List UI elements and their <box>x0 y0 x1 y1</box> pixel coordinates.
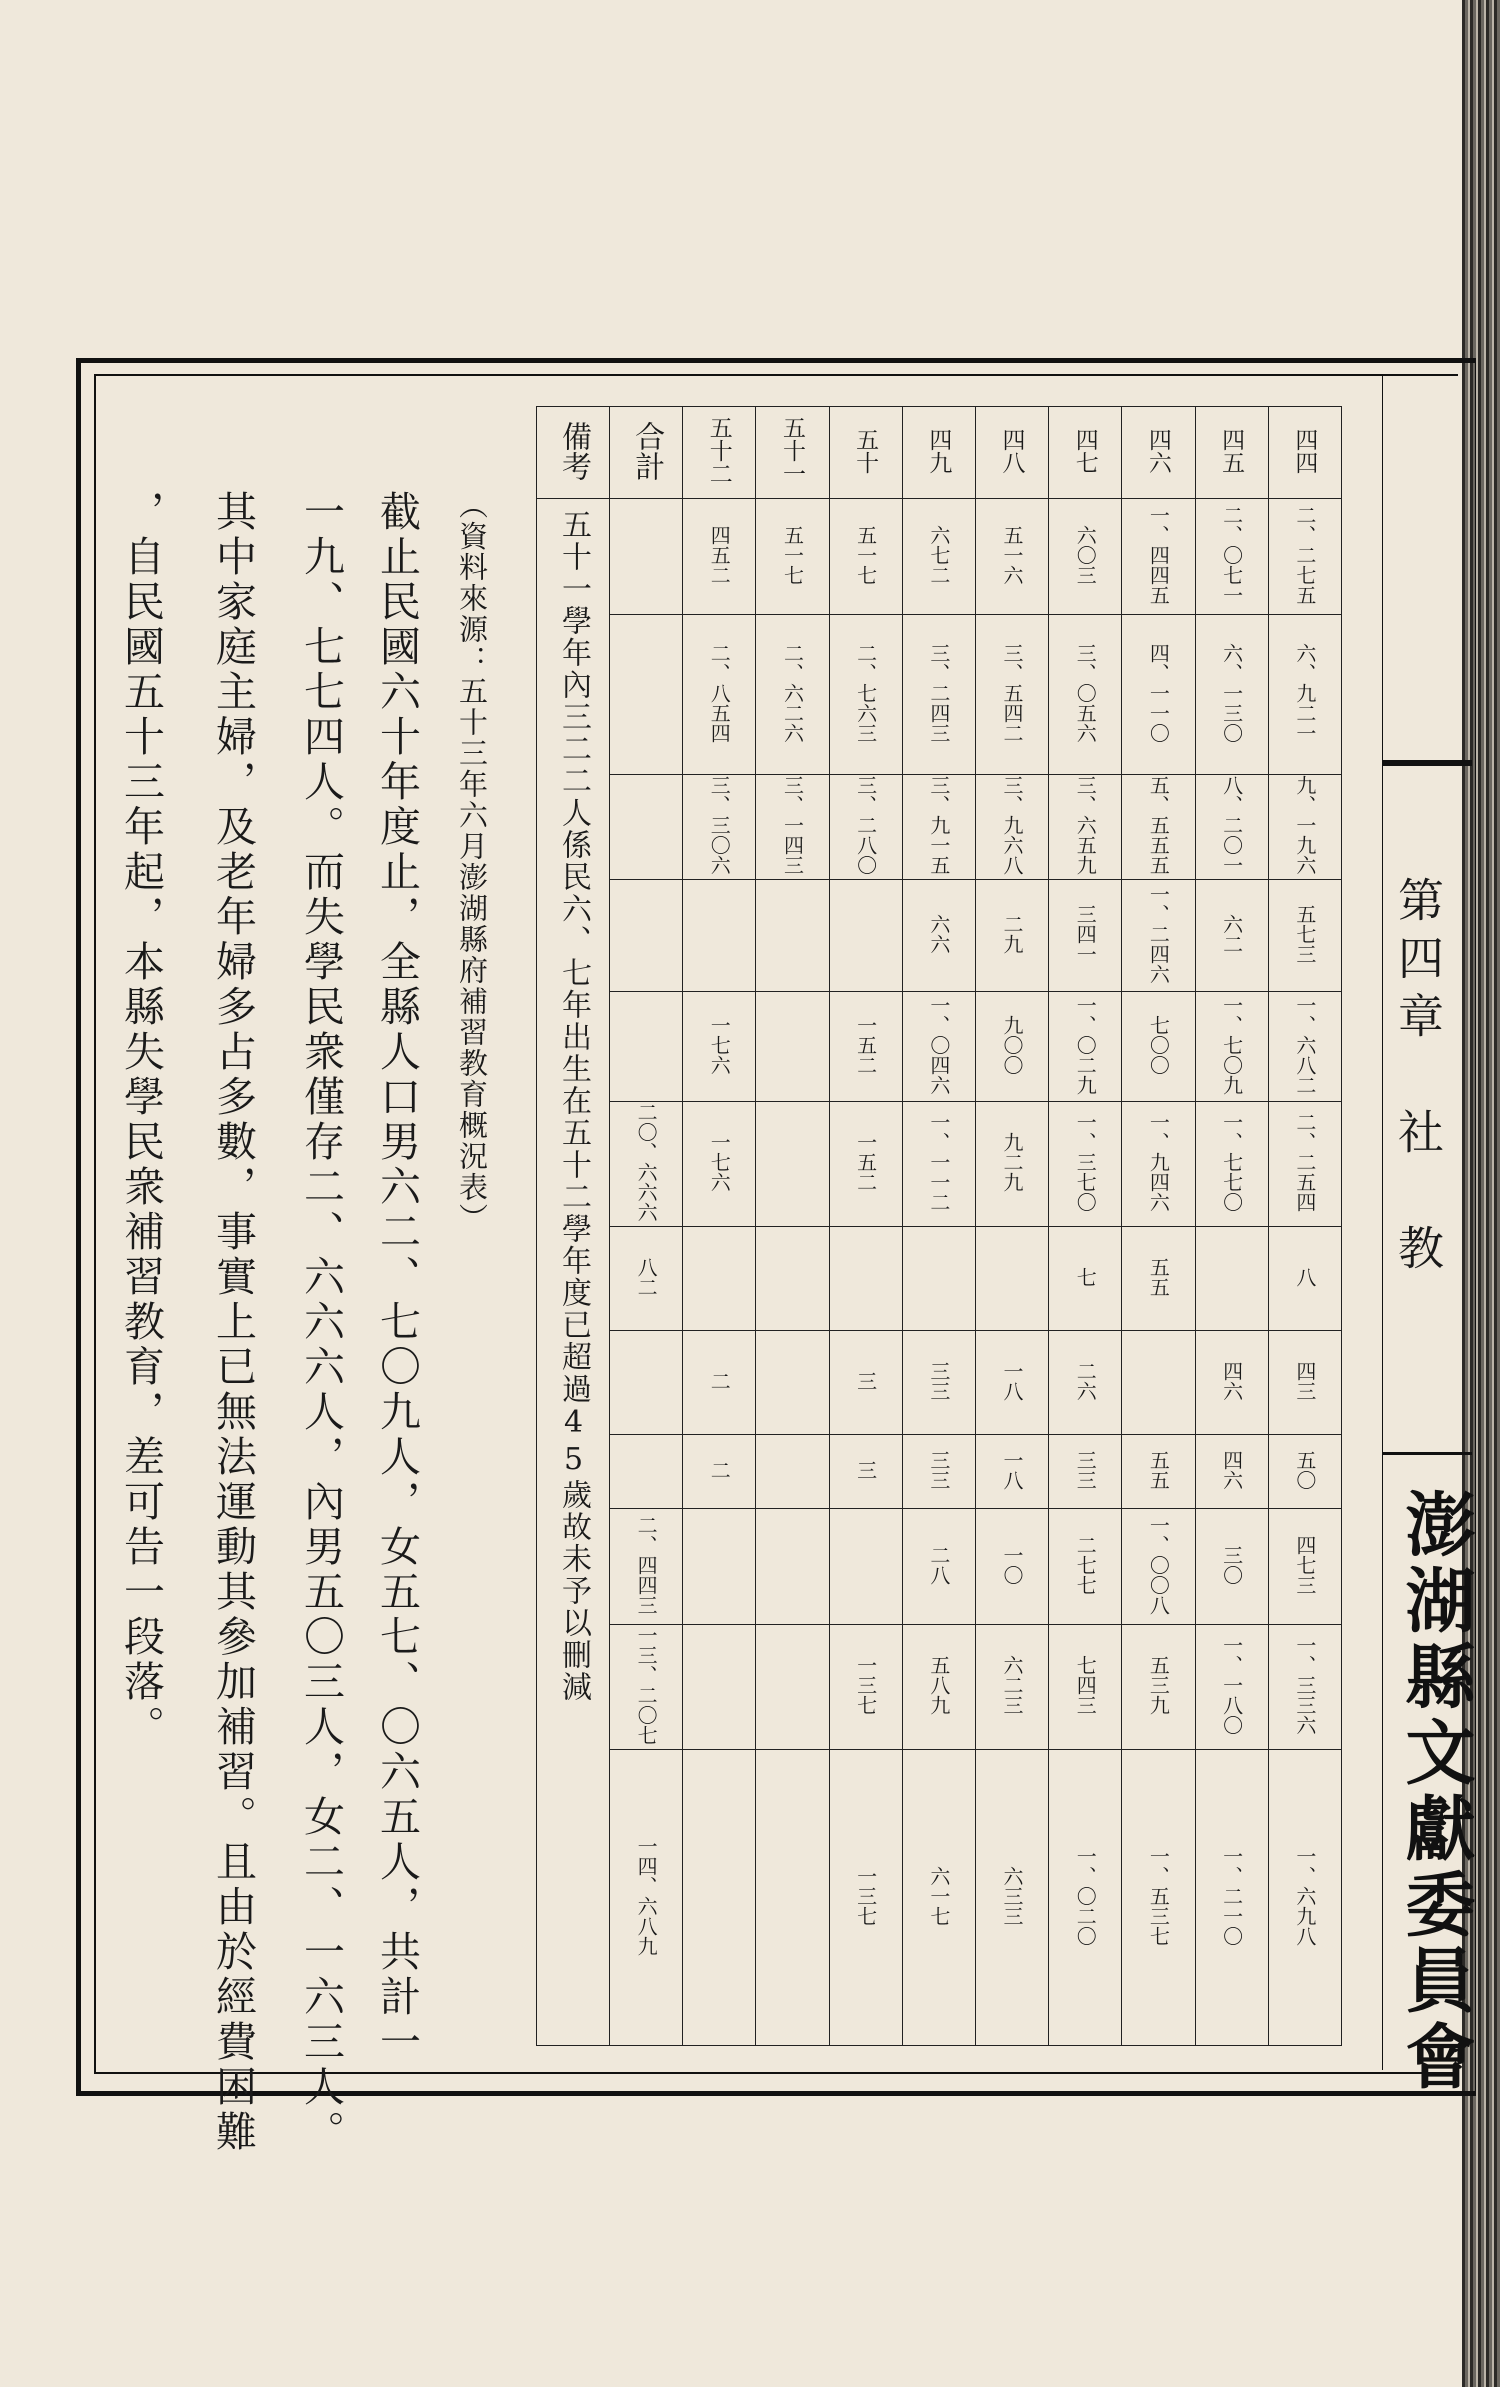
cell-value: 三、六五九 <box>1073 775 1098 875</box>
table-field-row <box>537 615 1342 775</box>
table-field-row <box>537 775 1342 880</box>
table-cell <box>756 775 829 880</box>
cell-value: 一、三三六 <box>1292 1635 1317 1735</box>
cell-value: 二八 <box>926 1544 951 1585</box>
cell-value: 五七三 <box>1292 903 1317 964</box>
table-cell <box>975 1509 1048 1625</box>
cell-value: 四、一一〇 <box>1146 642 1171 743</box>
cell-value: 一、三七〇 <box>1073 1112 1098 1212</box>
year-label: 四八 <box>998 427 1025 474</box>
cell-value: 三、五四二 <box>1000 642 1025 743</box>
table-cell <box>1122 499 1195 615</box>
cell-value: 三、九一五 <box>926 775 951 875</box>
table-cell <box>975 1331 1048 1435</box>
table-cell <box>1122 615 1195 775</box>
table-cell <box>683 1435 756 1509</box>
cell-value: 六三三 <box>1000 1865 1025 1926</box>
cell-value: 三 <box>853 1459 878 1480</box>
table-cell <box>1268 1331 1341 1435</box>
table-cell <box>1049 1435 1122 1509</box>
table-cell <box>1049 1331 1122 1435</box>
table-cell <box>1049 775 1122 880</box>
table-cell <box>683 775 756 880</box>
table-cell <box>756 992 829 1102</box>
cell-value: 一、九四六 <box>1146 1112 1171 1212</box>
table-cell <box>683 992 756 1102</box>
table-cell <box>683 1509 756 1625</box>
cell-value: 二、四四三 <box>634 1514 659 1615</box>
cell-value: 三、九六八 <box>1000 775 1025 875</box>
table-field-row <box>537 880 1342 992</box>
cell-value: 三、〇五六 <box>1073 642 1098 743</box>
table-cell <box>902 775 975 880</box>
table-cell <box>683 1625 756 1750</box>
table-cell <box>1049 615 1122 775</box>
table-cell <box>975 1102 1048 1227</box>
table-cell <box>1268 1227 1341 1331</box>
table-cell <box>683 1331 756 1435</box>
table-cell <box>829 775 902 880</box>
table-cell <box>610 1435 683 1509</box>
cell-value: 一七六 <box>707 1014 732 1075</box>
year-header-cell <box>1122 407 1195 499</box>
cell-value: 八二 <box>634 1256 659 1297</box>
year-header-cell <box>1195 407 1268 499</box>
table-cell <box>1049 1509 1122 1625</box>
year-label: 合計 <box>629 420 665 481</box>
cell-value: 一、〇二九 <box>1073 994 1098 1095</box>
year-header-cell <box>610 407 683 499</box>
table-cell <box>1195 1509 1268 1625</box>
table-cell <box>1049 880 1122 992</box>
cell-value: 二、六二六 <box>780 642 805 743</box>
table-cell <box>1122 1331 1195 1435</box>
cell-value: 二、八五四 <box>707 642 732 743</box>
cell-value: 一、二一〇 <box>1219 1845 1244 1946</box>
cell-value: 三三 <box>1073 1449 1098 1490</box>
cell-value: 三三 <box>926 1449 951 1490</box>
table-cell <box>975 775 1048 880</box>
table-cell <box>902 880 975 992</box>
table-cell <box>1195 1625 1268 1750</box>
table-cell <box>610 1509 683 1625</box>
cell-value: 二、〇七一 <box>1219 504 1244 605</box>
table-cell <box>1122 1435 1195 1509</box>
table-cell <box>610 1625 683 1750</box>
cell-value: 七〇〇 <box>1146 1014 1171 1075</box>
table-cell <box>610 880 683 992</box>
cell-value: 二、二五四 <box>1292 1112 1317 1212</box>
cell-value: 三、二四三 <box>926 642 951 743</box>
year-label: 五十一 <box>778 416 805 485</box>
cell-value: 一、〇〇八 <box>1146 1514 1171 1615</box>
cell-value: 一三七 <box>853 1865 878 1926</box>
cell-value: 六二 <box>1219 913 1244 954</box>
table-cell <box>975 1750 1048 2046</box>
table-cell <box>610 1227 683 1331</box>
table-cell <box>1268 615 1341 775</box>
year-label: 四六 <box>1144 427 1171 474</box>
cell-value: 三〇 <box>1219 1544 1244 1585</box>
table-cell <box>1122 775 1195 880</box>
cell-value: 一、二四六 <box>1146 883 1171 984</box>
cell-value: 四六 <box>1219 1449 1244 1490</box>
remark-text-cell <box>537 499 610 2046</box>
table-cell <box>610 992 683 1102</box>
table-cell <box>1122 1750 1195 2046</box>
table-cell <box>829 1435 902 1509</box>
table-cell <box>829 1625 902 1750</box>
table-cell <box>610 1331 683 1435</box>
table-cell <box>756 615 829 775</box>
table-field-row <box>537 407 1342 499</box>
cell-value: 二、七六三 <box>853 642 878 743</box>
cell-value: 八、二〇一 <box>1219 775 1244 875</box>
remark-label: 備考 <box>556 420 591 481</box>
table-cell <box>1195 1331 1268 1435</box>
cell-value: 三、三〇六 <box>707 775 732 875</box>
table-cell <box>1268 992 1341 1102</box>
table-cell <box>683 1750 756 2046</box>
table-cell <box>683 1227 756 1331</box>
cell-value: 三三 <box>926 1360 951 1401</box>
table-cell <box>1268 775 1341 880</box>
table-cell <box>1122 1227 1195 1331</box>
cell-value: 七 <box>1073 1266 1098 1287</box>
table-cell <box>756 1509 829 1625</box>
table-cell <box>975 1227 1048 1331</box>
cell-value: 二〇、六六六 <box>634 1102 659 1222</box>
year-label: 四九 <box>925 427 952 474</box>
cell-value: 五三九 <box>1146 1655 1171 1715</box>
table-cell <box>1195 1102 1268 1227</box>
table-cell <box>902 1435 975 1509</box>
table-cell <box>610 615 683 775</box>
cell-value: 六一七 <box>926 1865 951 1926</box>
table-cell <box>1049 1102 1122 1227</box>
cell-value: 四五二 <box>707 524 732 585</box>
cell-value: 一五二 <box>853 1014 878 1075</box>
table-cell <box>1195 1435 1268 1509</box>
table-cell <box>1268 1750 1341 2046</box>
table-cell <box>683 1102 756 1227</box>
cell-value: 六六 <box>926 913 951 954</box>
table-cell <box>1195 1227 1268 1331</box>
table-cell <box>756 1625 829 1750</box>
cell-value: 三、一四三 <box>780 775 805 875</box>
cell-value: 二 <box>707 1459 732 1480</box>
year-header-cell <box>902 407 975 499</box>
year-header-cell <box>683 407 756 499</box>
year-header-cell <box>829 407 902 499</box>
table-cell <box>1195 880 1268 992</box>
cell-value: 九、一九六 <box>1292 775 1317 875</box>
table-cell <box>1049 1750 1122 2046</box>
table-cell <box>902 615 975 775</box>
chapter-title: 第四章 社 教 <box>1391 876 1445 1282</box>
cell-value: 一三七 <box>853 1655 878 1715</box>
year-label: 五十二 <box>705 416 732 485</box>
table-cell <box>610 1102 683 1227</box>
table-cell <box>975 992 1048 1102</box>
table-cell <box>975 1435 1048 1509</box>
cell-value: 一、四四五 <box>1146 504 1171 605</box>
table-field-row <box>537 1750 1342 2046</box>
table-cell <box>829 992 902 1102</box>
cell-value: 五〇 <box>1292 1449 1317 1490</box>
table-cell <box>756 1435 829 1509</box>
table-cell <box>829 615 902 775</box>
table-field-row <box>537 1227 1342 1331</box>
remark-text: 五十一學年內三二二人係民六、七年出生在五十二學年度已超過45歲故未予以刪減 <box>556 509 591 1703</box>
table-field-row <box>537 1625 1342 1750</box>
table-cell <box>902 1750 975 2046</box>
cell-value: 一五二 <box>853 1132 878 1192</box>
table-cell <box>829 1509 902 1625</box>
year-header-cell <box>975 407 1048 499</box>
cell-value: 五五 <box>1146 1256 1171 1297</box>
cell-value: 一、六八二 <box>1292 994 1317 1095</box>
cell-value: 五、五五五 <box>1146 775 1171 875</box>
cell-value: 一、一八〇 <box>1219 1635 1244 1735</box>
cell-value: 一、七七〇 <box>1219 1112 1244 1212</box>
cell-value: 五一七 <box>780 524 805 585</box>
table-field-row <box>537 1102 1342 1227</box>
table-cell <box>829 1102 902 1227</box>
cell-value: 四六 <box>1219 1360 1244 1401</box>
year-label: 四五 <box>1218 427 1245 474</box>
cell-value: 五五 <box>1146 1449 1171 1490</box>
year-label: 五十 <box>852 427 879 474</box>
table-cell <box>1049 499 1122 615</box>
cell-value: 六、一三〇 <box>1219 642 1244 743</box>
table-cell <box>902 1625 975 1750</box>
cell-value: 一三、二〇七 <box>634 1625 659 1745</box>
table-cell <box>1049 1625 1122 1750</box>
cell-value: 六二三 <box>1000 1655 1025 1715</box>
table-cell <box>756 1227 829 1331</box>
table-cell <box>683 615 756 775</box>
table-cell <box>1268 1509 1341 1625</box>
table-cell <box>902 1509 975 1625</box>
table-cell <box>902 499 975 615</box>
table-cell <box>1122 1509 1195 1625</box>
table-cell <box>975 1625 1048 1750</box>
table-cell <box>1122 1102 1195 1227</box>
cell-value: 七四三 <box>1073 1655 1098 1715</box>
cell-value: 三 <box>853 1370 878 1391</box>
cell-value: 三、二八〇 <box>853 775 878 875</box>
table-cell <box>1195 992 1268 1102</box>
table-cell <box>1195 615 1268 775</box>
source-note: （資料來源：五十三年六月澎湖縣府補習教育概況表） <box>455 490 489 1234</box>
table-cell <box>975 615 1048 775</box>
publisher-name: 澎湖縣文獻委員會 <box>1394 1488 1477 2096</box>
table-cell <box>683 880 756 992</box>
cell-value: 六七二 <box>926 524 951 585</box>
table-cell <box>902 1227 975 1331</box>
table-cell <box>975 880 1048 992</box>
table-cell <box>1049 992 1122 1102</box>
header-divider <box>1382 374 1383 2070</box>
cell-value: 二九 <box>1000 913 1025 954</box>
table-cell <box>829 1227 902 1331</box>
table-cell <box>756 1102 829 1227</box>
cell-value: 一八 <box>1000 1449 1025 1490</box>
table-cell <box>902 992 975 1102</box>
year-header-cell <box>1049 407 1122 499</box>
cell-value: 一、六九八 <box>1292 1845 1317 1946</box>
table-cell <box>1195 499 1268 615</box>
table-cell <box>683 499 756 615</box>
table-cell <box>902 1102 975 1227</box>
table-cell <box>610 775 683 880</box>
cell-value: 五八九 <box>926 1655 951 1715</box>
table-cell <box>1268 1435 1341 1509</box>
table-cell <box>1122 880 1195 992</box>
table-field-row <box>537 1331 1342 1435</box>
year-header-cell <box>756 407 829 499</box>
paragraph-line-2: 一九、七七四人。而失學民衆僅存二、六六六人，內男五〇三人，女二、一六三人。 <box>297 490 345 2155</box>
cell-value: 一、〇二〇 <box>1073 1845 1098 1946</box>
table-cell <box>1195 1750 1268 2046</box>
cell-value: 二七七 <box>1073 1534 1098 1595</box>
press-divider <box>1382 1452 1472 1455</box>
year-label: 四四 <box>1291 427 1318 474</box>
cell-value: 九〇〇 <box>1000 1014 1025 1075</box>
table-field-row <box>537 1435 1342 1509</box>
chapter-marker <box>1382 760 1472 826</box>
year-header-cell <box>1268 407 1341 499</box>
table-cell <box>756 880 829 992</box>
table-cell <box>1268 1102 1341 1227</box>
table-cell <box>829 1750 902 2046</box>
cell-value: 二六 <box>1073 1360 1098 1401</box>
year-label: 四七 <box>1071 427 1098 474</box>
paragraph-line-3: 其中家庭主婦，及老年婦多占多數，事實上已無法運動其參加補習。且由於經費困難 <box>209 490 257 2155</box>
table-cell <box>756 1750 829 2046</box>
table-cell <box>1268 880 1341 992</box>
statistics-table <box>536 406 1342 2046</box>
table-cell <box>1122 992 1195 1102</box>
cell-value: 四七三 <box>1292 1534 1317 1595</box>
table-cell <box>756 499 829 615</box>
table-field-row <box>537 992 1342 1102</box>
cell-value: 三四一 <box>1073 903 1098 964</box>
table-cell <box>1122 1625 1195 1750</box>
cell-value: 九二九 <box>1000 1132 1025 1192</box>
table-cell <box>829 880 902 992</box>
table-cell <box>829 499 902 615</box>
cell-value: 二、二七五 <box>1292 504 1317 605</box>
table-cell <box>756 1331 829 1435</box>
table-cell <box>1049 1227 1122 1331</box>
cell-value: 八 <box>1292 1266 1317 1287</box>
cell-value: 二 <box>707 1370 732 1391</box>
cell-value: 一、五三七 <box>1146 1845 1171 1946</box>
remark-label-cell <box>537 407 610 499</box>
paragraph-line-1: 截止民國六十年度止，全縣人口男六二、七〇九人，女五七、〇六五人，共計一 <box>373 490 421 2065</box>
cell-value: 一四、六八九 <box>634 1835 659 1956</box>
cell-value: 一七六 <box>707 1132 732 1192</box>
cell-value: 一〇 <box>1000 1544 1025 1585</box>
paragraph-line-4: ，自民國五十三年起，本縣失學民衆補習教育，差可告一段落。 <box>117 490 165 1750</box>
table-cell <box>1268 1625 1341 1750</box>
cell-value: 一、〇四六 <box>926 994 951 1095</box>
table-cell <box>975 499 1048 615</box>
table-cell <box>1268 499 1341 615</box>
cell-value: 四三 <box>1292 1360 1317 1401</box>
cell-value: 一、七〇九 <box>1219 994 1244 1095</box>
table-field-row <box>537 499 1342 615</box>
table-cell <box>610 499 683 615</box>
table-cell <box>610 1750 683 2046</box>
cell-value: 五一六 <box>1000 524 1025 585</box>
table-field-row <box>537 1509 1342 1625</box>
table-cell <box>902 1331 975 1435</box>
cell-value: 一、一一二 <box>926 1112 951 1212</box>
cell-value: 一八 <box>1000 1360 1025 1401</box>
cell-value: 五一七 <box>853 524 878 585</box>
table-cell <box>829 1331 902 1435</box>
table-cell <box>1195 775 1268 880</box>
cell-value: 六〇三 <box>1073 524 1098 585</box>
cell-value: 六、九二一 <box>1292 642 1317 743</box>
